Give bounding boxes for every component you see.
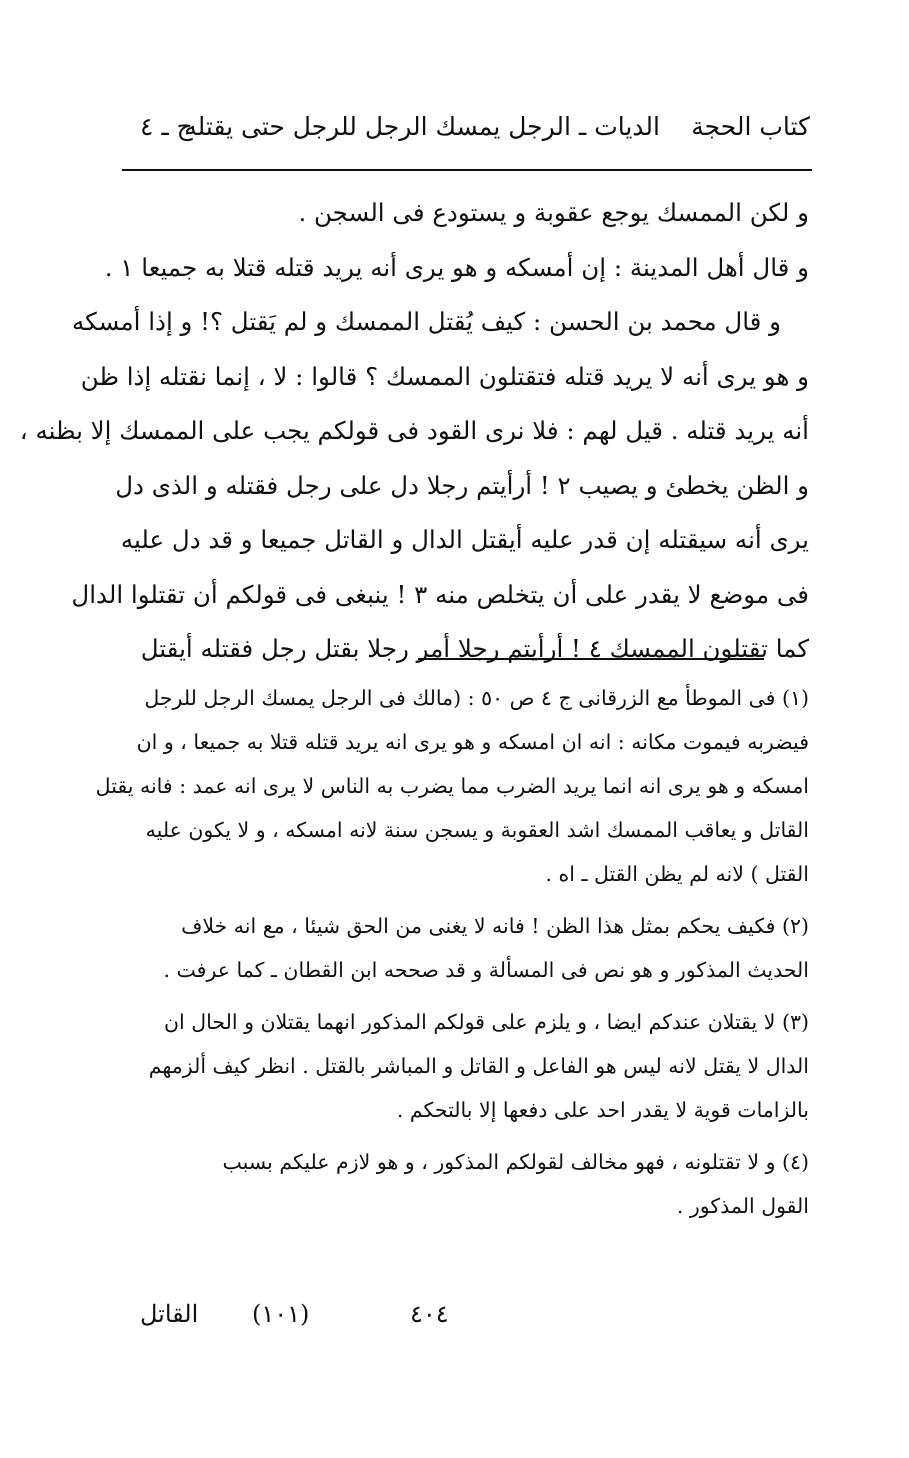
footnote-4 bbox=[119, 1140, 809, 1228]
footnote-separator bbox=[418, 658, 764, 660]
main-line: و الظن يخطئ و يصيب ٢ ! أرأيتم رجلا دل على رجل فقتله و الذى دل bbox=[115, 470, 809, 500]
footnote-line: (٢) فكيف يحكم بمثل هذا الظن ! فانه لا يغنى من الحق شيئا ، مع انه خلاف bbox=[181, 914, 809, 938]
footnote-1 bbox=[95, 676, 809, 896]
footnote-line: امسكه و هو يرى انه انما يريد الضرب مما يضرب به الناس لا يرى انه عمد : فانه يقتل bbox=[95, 774, 809, 798]
footnote-line: بالزامات قوية لا يقدر احد على دفعها إلا بالتحكم . bbox=[396, 1098, 809, 1122]
main-line: يرى أنه سيقتله إن قدر عليه أيقتل الدال و القاتل جميعا و قد دل عليه bbox=[120, 525, 809, 554]
page-footer bbox=[140, 1300, 500, 1340]
main-line: أنه يريد قتله . قيل لهم : فلا نرى القود فى قولكم يجب على الممسك إلا بظنه ، bbox=[19, 416, 809, 445]
main-line: و لكن الممسك يوجع عقوبة و يستودع فى السجن . bbox=[298, 198, 809, 227]
footnote-2 bbox=[119, 904, 809, 992]
footnote-line: الحديث المذكور و هو نص فى المسألة و قد صححه ابن القطان ـ كما عرفت . bbox=[163, 958, 809, 982]
main-line: فى موضع لا يقدر على أن يتخلص منه ٣ ! ينبغى فى قولكم أن تقتلوا الدال bbox=[71, 579, 809, 609]
main-line: و قال أهل المدينة : إن أمسكه و هو يرى أنه يريد قتله قتلا به جميعا ١ . bbox=[104, 252, 809, 282]
page-number: ٤٠٤ bbox=[410, 1300, 449, 1328]
signature-mark: (١٠١) bbox=[252, 1300, 310, 1328]
footnote-line: القاتل و يعاقب الممسك اشد العقوبة و يسجن سنة لانه امسكه ، و لا يكون عليه bbox=[145, 818, 809, 842]
footnote-line: (٤) و لا تقتلونه ، فهو مخالف لقولكم المذكور ، و هو لازم عليكم بسبب bbox=[222, 1150, 809, 1174]
footnote-line: (١) فى الموطأ مع الزرقانى ج ٤ ص ٥٠ : (مالك فى الرجل يمسك الرجل للرجل bbox=[144, 686, 809, 710]
main-line: كما تقتلون الممسك ٤ ! أرأيتم رجلا أمر رجلا بقتل رجل فقتله أيقتل bbox=[140, 634, 809, 663]
main-line: و هو يرى أنه لا يريد قتله فتقتلون الممسك ؟ قالوا : لا ، إنما نقتله إذا ظن bbox=[80, 361, 809, 391]
footnote-line: القتل ) لانه لم يظن القتل ـ اه . bbox=[545, 862, 809, 886]
book-title: كتاب الحجة bbox=[691, 112, 810, 141]
footnotes bbox=[95, 676, 809, 1236]
running-head bbox=[120, 112, 810, 154]
volume-label: ج ـ ٤ bbox=[140, 112, 193, 141]
catchword: القاتل bbox=[140, 1300, 199, 1328]
main-line: و قال محمد بن الحسن : كيف يُقتل الممسك و لم يَقتل ؟! و إذا أمسكه bbox=[71, 307, 781, 336]
footnote-line: الدال لا يقتل لانه ليس هو الفاعل و القاتل و المباشر بالقتل . انظر كيف ألزمهم bbox=[148, 1054, 809, 1078]
header-rule bbox=[122, 169, 812, 171]
footnote-line: القول المذكور . bbox=[676, 1194, 809, 1218]
main-text bbox=[19, 186, 809, 677]
footnote-3 bbox=[119, 1000, 809, 1132]
footnote-line: (٣) لا يقتلان عندكم ايضا ، و يلزم على قولكم المذكور انهما يقتلان و الحال ان bbox=[164, 1010, 809, 1034]
chapter-title: الديات ـ الرجل يمسك الرجل للرجل حتى يقتله bbox=[184, 112, 660, 141]
footnote-line: فيضربه فيموت مكانه : انه ان امسكه و هو يرى انه يريد قتله قتلا به جميعا ، و ان bbox=[136, 730, 809, 754]
